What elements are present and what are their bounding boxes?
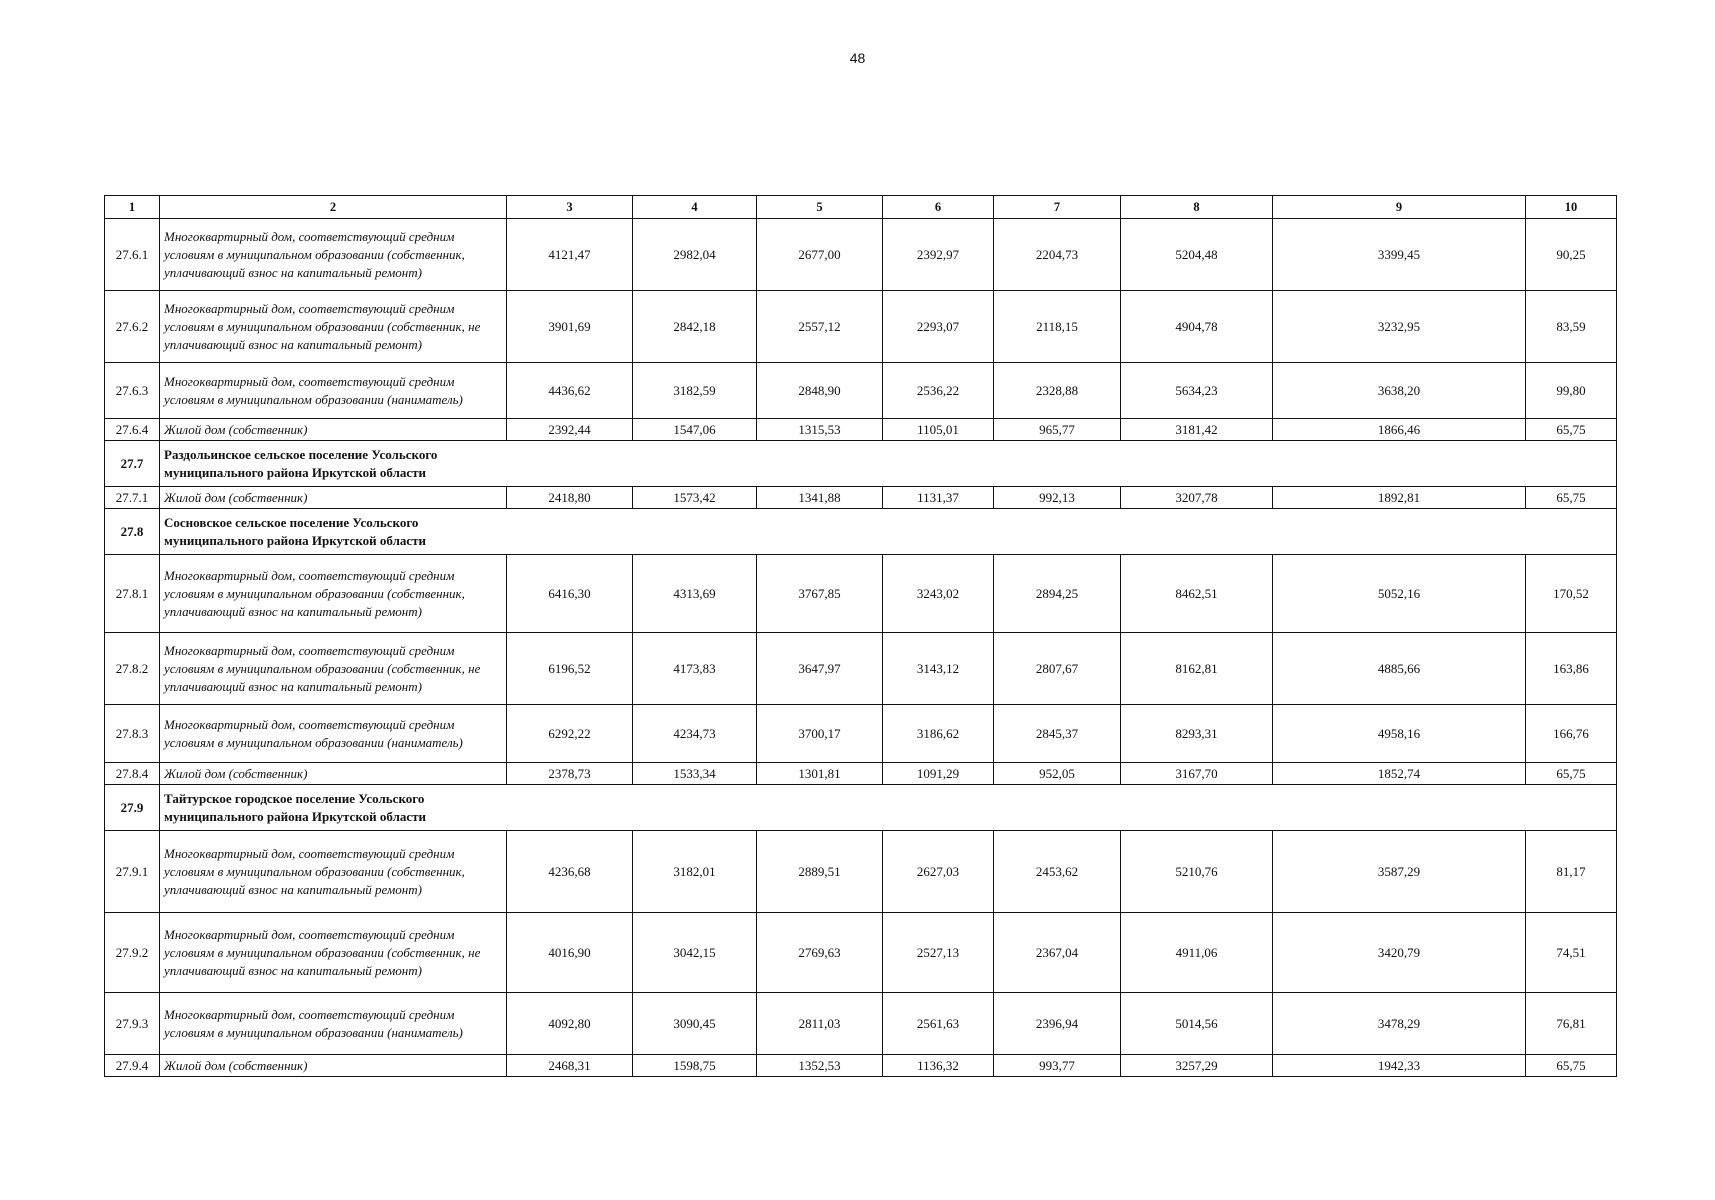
header-cell: 1 xyxy=(105,196,160,219)
section-row xyxy=(105,509,1617,555)
header-cell: 10 xyxy=(1526,196,1617,219)
section-title-text: Тайтурское городское поселение Усольского муниципального района Иркутской области xyxy=(164,790,427,824)
value-cell: 2894,25 xyxy=(994,555,1121,633)
section-title xyxy=(160,509,1617,555)
value-cell: 992,13 xyxy=(994,487,1121,509)
value-cell: 2848,90 xyxy=(757,363,883,419)
value-cell: 1892,81 xyxy=(1273,487,1526,509)
value-cell: 2204,73 xyxy=(994,219,1121,291)
page-number: 48 xyxy=(849,50,866,66)
value-cell: 4234,73 xyxy=(633,705,757,763)
value-cell: 5634,23 xyxy=(1121,363,1273,419)
value-cell: 3767,85 xyxy=(757,555,883,633)
row-code: 27.6.1 xyxy=(105,219,160,291)
header-cell: 6 xyxy=(883,196,994,219)
value-cell: 3700,17 xyxy=(757,705,883,763)
value-cell: 1091,29 xyxy=(883,763,994,785)
value-cell: 65,75 xyxy=(1526,763,1617,785)
value-cell: 76,81 xyxy=(1526,993,1617,1055)
value-cell: 1352,53 xyxy=(757,1055,883,1077)
section-code: 27.7 xyxy=(105,441,160,487)
header-cell: 8 xyxy=(1121,196,1273,219)
value-cell: 3243,02 xyxy=(883,555,994,633)
value-cell: 2561,63 xyxy=(883,993,994,1055)
header-row xyxy=(105,196,1617,219)
value-cell: 3901,69 xyxy=(507,291,633,363)
table-row xyxy=(105,363,1617,419)
value-cell: 4911,06 xyxy=(1121,913,1273,993)
table-row xyxy=(105,705,1617,763)
value-cell: 8462,51 xyxy=(1121,555,1273,633)
row-code: 27.6.4 xyxy=(105,419,160,441)
table-row xyxy=(105,913,1617,993)
row-code: 27.6.2 xyxy=(105,291,160,363)
value-cell: 3638,20 xyxy=(1273,363,1526,419)
value-cell: 1866,46 xyxy=(1273,419,1526,441)
value-cell: 8293,31 xyxy=(1121,705,1273,763)
row-code: 27.9.1 xyxy=(105,831,160,913)
table-body xyxy=(105,219,1617,1077)
row-description: Многоквартирный дом, соответствующий средним условиям в муниципальном образовании (собственник, не уплачивающий взнос на капитальный ремонт) xyxy=(160,291,507,363)
value-cell: 3181,42 xyxy=(1121,419,1273,441)
table-row xyxy=(105,555,1617,633)
value-cell: 6416,30 xyxy=(507,555,633,633)
value-cell: 2845,37 xyxy=(994,705,1121,763)
value-cell: 2527,13 xyxy=(883,913,994,993)
header-cell: 3 xyxy=(507,196,633,219)
tariff-table xyxy=(104,195,1617,1077)
value-cell: 1301,81 xyxy=(757,763,883,785)
value-cell: 81,17 xyxy=(1526,831,1617,913)
section-code: 27.9 xyxy=(105,785,160,831)
value-cell: 83,59 xyxy=(1526,291,1617,363)
value-cell: 2769,63 xyxy=(757,913,883,993)
row-description: Многоквартирный дом, соответствующий средним условиям в муниципальном образовании (наниматель) xyxy=(160,993,507,1055)
value-cell: 99,80 xyxy=(1526,363,1617,419)
row-description: Жилой дом (собственник) xyxy=(160,487,507,509)
row-code: 27.9.3 xyxy=(105,993,160,1055)
value-cell: 3207,78 xyxy=(1121,487,1273,509)
value-cell: 2677,00 xyxy=(757,219,883,291)
value-cell: 1852,74 xyxy=(1273,763,1526,785)
value-cell: 4313,69 xyxy=(633,555,757,633)
table-row xyxy=(105,291,1617,363)
value-cell: 65,75 xyxy=(1526,487,1617,509)
value-cell: 3186,62 xyxy=(883,705,994,763)
value-cell: 6196,52 xyxy=(507,633,633,705)
row-description: Многоквартирный дом, соответствующий средним условиям в муниципальном образовании (наниматель) xyxy=(160,705,507,763)
value-cell: 2627,03 xyxy=(883,831,994,913)
row-description: Жилой дом (собственник) xyxy=(160,763,507,785)
section-row xyxy=(105,785,1617,831)
row-code: 27.8.2 xyxy=(105,633,160,705)
row-description: Жилой дом (собственник) xyxy=(160,419,507,441)
value-cell: 163,86 xyxy=(1526,633,1617,705)
row-code: 27.6.3 xyxy=(105,363,160,419)
value-cell: 2889,51 xyxy=(757,831,883,913)
row-code: 27.8.4 xyxy=(105,763,160,785)
section-title xyxy=(160,785,1617,831)
row-description: Многоквартирный дом, соответствующий средним условиям в муниципальном образовании (собственник, уплачивающий взнос на капитальный ремонт) xyxy=(160,831,507,913)
value-cell: 2982,04 xyxy=(633,219,757,291)
value-cell: 4173,83 xyxy=(633,633,757,705)
value-cell: 2118,15 xyxy=(994,291,1121,363)
table-row xyxy=(105,487,1617,509)
table-row xyxy=(105,419,1617,441)
value-cell: 1105,01 xyxy=(883,419,994,441)
value-cell: 4121,47 xyxy=(507,219,633,291)
value-cell: 5052,16 xyxy=(1273,555,1526,633)
value-cell: 4904,78 xyxy=(1121,291,1273,363)
header-cell: 4 xyxy=(633,196,757,219)
section-title-text: Раздольинское сельское поселение Усольского муниципального района Иркутской области xyxy=(164,446,438,480)
value-cell: 4436,62 xyxy=(507,363,633,419)
value-cell: 952,05 xyxy=(994,763,1121,785)
section-title xyxy=(160,441,1617,487)
row-description: Многоквартирный дом, соответствующий средним условиям в муниципальном образовании (собственник, не уплачивающий взнос на капитальный ремонт) xyxy=(160,913,507,993)
table-row xyxy=(105,633,1617,705)
value-cell: 1533,34 xyxy=(633,763,757,785)
row-description: Многоквартирный дом, соответствующий средним условиям в муниципальном образовании (наниматель) xyxy=(160,363,507,419)
value-cell: 3647,97 xyxy=(757,633,883,705)
value-cell: 166,76 xyxy=(1526,705,1617,763)
value-cell: 3399,45 xyxy=(1273,219,1526,291)
value-cell: 2811,03 xyxy=(757,993,883,1055)
header-cell: 5 xyxy=(757,196,883,219)
table-row xyxy=(105,993,1617,1055)
row-description: Многоквартирный дом, соответствующий средним условиям в муниципальном образовании (собственник, уплачивающий взнос на капитальный ремонт) xyxy=(160,219,507,291)
value-cell: 5014,56 xyxy=(1121,993,1273,1055)
value-cell: 3042,15 xyxy=(633,913,757,993)
value-cell: 65,75 xyxy=(1526,1055,1617,1077)
value-cell: 90,25 xyxy=(1526,219,1617,291)
value-cell: 5210,76 xyxy=(1121,831,1273,913)
value-cell: 4236,68 xyxy=(507,831,633,913)
row-code: 27.8.3 xyxy=(105,705,160,763)
value-cell: 3182,59 xyxy=(633,363,757,419)
value-cell: 2557,12 xyxy=(757,291,883,363)
row-description: Многоквартирный дом, соответствующий средним условиям в муниципальном образовании (собственник, уплачивающий взнос на капитальный ремонт) xyxy=(160,555,507,633)
table-row xyxy=(105,1055,1617,1077)
value-cell: 74,51 xyxy=(1526,913,1617,993)
value-cell: 3587,29 xyxy=(1273,831,1526,913)
row-code: 27.9.4 xyxy=(105,1055,160,1077)
value-cell: 3167,70 xyxy=(1121,763,1273,785)
value-cell: 4016,90 xyxy=(507,913,633,993)
value-cell: 3090,45 xyxy=(633,993,757,1055)
value-cell: 1598,75 xyxy=(633,1055,757,1077)
value-cell: 2418,80 xyxy=(507,487,633,509)
value-cell: 2536,22 xyxy=(883,363,994,419)
value-cell: 1131,37 xyxy=(883,487,994,509)
header-cell: 2 xyxy=(160,196,507,219)
section-title-text: Сосновское сельское поселение Усольского муниципального района Иркутской области xyxy=(164,514,427,548)
section-row xyxy=(105,441,1617,487)
value-cell: 1136,32 xyxy=(883,1055,994,1077)
value-cell: 2328,88 xyxy=(994,363,1121,419)
value-cell: 4958,16 xyxy=(1273,705,1526,763)
value-cell: 993,77 xyxy=(994,1055,1121,1077)
value-cell: 2293,07 xyxy=(883,291,994,363)
value-cell: 8162,81 xyxy=(1121,633,1273,705)
value-cell: 5204,48 xyxy=(1121,219,1273,291)
value-cell: 2842,18 xyxy=(633,291,757,363)
value-cell: 65,75 xyxy=(1526,419,1617,441)
table-row xyxy=(105,763,1617,785)
value-cell: 2378,73 xyxy=(507,763,633,785)
value-cell: 1547,06 xyxy=(633,419,757,441)
value-cell: 2453,62 xyxy=(994,831,1121,913)
header-cell: 9 xyxy=(1273,196,1526,219)
value-cell: 3420,79 xyxy=(1273,913,1526,993)
row-description: Жилой дом (собственник) xyxy=(160,1055,507,1077)
value-cell: 2367,04 xyxy=(994,913,1121,993)
value-cell: 1942,33 xyxy=(1273,1055,1526,1077)
value-cell: 2392,97 xyxy=(883,219,994,291)
row-code: 27.7.1 xyxy=(105,487,160,509)
value-cell: 1573,42 xyxy=(633,487,757,509)
value-cell: 3478,29 xyxy=(1273,993,1526,1055)
value-cell: 1341,88 xyxy=(757,487,883,509)
value-cell: 3143,12 xyxy=(883,633,994,705)
value-cell: 2807,67 xyxy=(994,633,1121,705)
row-code: 27.8.1 xyxy=(105,555,160,633)
value-cell: 2396,94 xyxy=(994,993,1121,1055)
value-cell: 2392,44 xyxy=(507,419,633,441)
value-cell: 3182,01 xyxy=(633,831,757,913)
value-cell: 3232,95 xyxy=(1273,291,1526,363)
value-cell: 170,52 xyxy=(1526,555,1617,633)
row-code: 27.9.2 xyxy=(105,913,160,993)
value-cell: 4092,80 xyxy=(507,993,633,1055)
value-cell: 965,77 xyxy=(994,419,1121,441)
section-code: 27.8 xyxy=(105,509,160,555)
value-cell: 6292,22 xyxy=(507,705,633,763)
value-cell: 2468,31 xyxy=(507,1055,633,1077)
header-cell: 7 xyxy=(994,196,1121,219)
value-cell: 1315,53 xyxy=(757,419,883,441)
value-cell: 4885,66 xyxy=(1273,633,1526,705)
table-row xyxy=(105,831,1617,913)
table-row xyxy=(105,219,1617,291)
row-description: Многоквартирный дом, соответствующий средним условиям в муниципальном образовании (собственник, не уплачивающий взнос на капитальный ремонт) xyxy=(160,633,507,705)
value-cell: 3257,29 xyxy=(1121,1055,1273,1077)
